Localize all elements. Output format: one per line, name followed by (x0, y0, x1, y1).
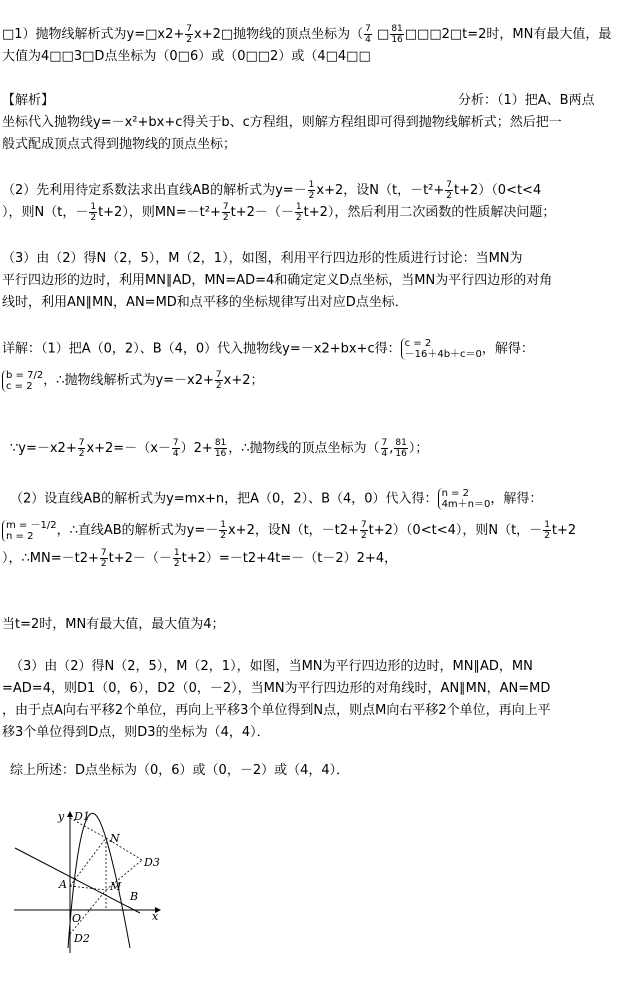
solution-max: 当t=2时，MN有最大值，最大值为4； (2, 617, 225, 632)
fraction: $\frac{1}{2}$ (295, 202, 302, 223)
fraction: $\frac{81}{16}$ (214, 438, 227, 459)
fraction: $\frac{1}{2}$ (220, 520, 226, 541)
analysis-block: 【解析】 分析：（1）把A、B两点 坐标代入抛物线y=－x²+bx+c得关于b、c方程组，则解方程组即可得到抛物线解析式；然后把一 般式配成顶点式得到抛物线的顶点坐标； (2, 90, 626, 156)
fraction: $\frac{7}{2}$ (222, 202, 229, 223)
analysis-p2: （2）先利用待定系数法求出直线AB的解析式为y=－ $\frac{1}{2}$ x+2，设N（t，－t²+ $\frac{7}{2}$ t+2）（0<t<4 ），则N（t，－ $\frac{1}{2}$ t+2），则MN=－t²+ $\frac{7}{2}$ t+2－（－ $\frac{1}{2}$ t+2），然后利用二次函数的性质解决问题； (2, 180, 556, 223)
fraction: $\frac{1}{2}$ (308, 180, 315, 201)
analysis-tag: 【解析】 (2, 93, 55, 108)
fraction: $\frac{7}{2}$ (446, 180, 453, 201)
fraction: $\frac{7}{4}$ (172, 438, 179, 459)
fraction: $\frac{7}{4}$ (381, 438, 388, 459)
label-n: N (110, 832, 120, 845)
analysis-p1c: 般式配成顶点式得到抛物线的顶点坐标； (2, 137, 237, 152)
summary: 综上所述：D点坐标为（0，6）或（0，－2）或（4，4）． (10, 763, 350, 778)
label-m: M (110, 880, 122, 893)
fraction: $\frac{1}{2}$ (173, 548, 180, 569)
analysis-p1b: 坐标代入抛物线y=－x²+bx+c得关于b、c方程组，则解方程组即可得到抛物线解析式；然后把一 (2, 115, 562, 130)
fraction: $\frac{7}{4}$ (365, 24, 371, 45)
fraction: $\frac{7}{2}$ (100, 548, 107, 569)
label-x: x (152, 910, 159, 923)
answer-line-1: □1）抛物线解析式为y=□x2+ $\frac{7}{2}$ x+2□抛物线的顶点坐标为（ $\frac{7}{4}$ □ $\frac{81}{16}$ □□□2□t=2时，MN有最大值，最 (2, 24, 612, 45)
fraction: $\frac{7}{2}$ (186, 24, 193, 45)
equation-system: m = －1/2 n = 2 (2, 520, 57, 542)
solution-part3: （3）由（2）得N（2，5），M（2，1），如图，当MN为平行四边形的边时，MN∥AD，MN =AD=4，则D1（0，6），D2（0，－2），当MN为平行四边形的对角线时，AN∥MN，AN=MD ，由于点A向右平移2个单位，再向上平移3个单位得到N点，则点M向右平移2个单位，再向上平 移3个单位得到D点，则D3的坐标为（4，4）． (2, 659, 551, 740)
fraction: $\frac{7}{2}$ (215, 370, 222, 391)
label-d1: D1 (74, 810, 90, 823)
fraction: $\frac{1}{2}$ (90, 202, 97, 223)
solution-vertex: ∵y=－x2+ $\frac{7}{2}$ x+2=－（x－ $\frac{7}{4}$ ）2+ $\frac{81}{16}$ ，∴抛物线的顶点坐标为（ $\frac{7}{4}$ , $\frac{81}{16}$ ）； (10, 438, 429, 459)
fraction: $\frac{81}{16}$ (391, 24, 403, 45)
equation-system: b = 7/2 c = 2 (2, 370, 43, 392)
label-d3: D3 (144, 856, 160, 869)
geometry-figure (10, 808, 170, 958)
label-y: y (58, 810, 65, 823)
solution-part1: 详解：（1）把A（0，2）、B（4，0）代入抛物线y=－x2+bx+c得： c = 2 －16＋4b＋c＝0 ，解得： b = 7/2 c = 2 ，∴抛物线解析式为y=－x2+ $\frac{7}{2}$ x+2； (2, 338, 534, 392)
label-d2: D2 (74, 932, 90, 945)
analysis-p3: （3）由（2）得N（2，5），M（2，1），如图，利用平行四边形的性质进行讨论：当MN为 平行四边形的边时，利用MN∥AD，MN=AD=4和确定定义D点坐标，当MN为平行四边形的对角 线时，利用AN∥MN，AN=MD和点平移的坐标规律写出对应D点坐标． (2, 251, 553, 310)
equation-system: c = 2 －16＋4b＋c＝0 (401, 338, 482, 360)
fraction: $\frac{7}{2}$ (78, 438, 85, 459)
fraction: $\frac{7}{2}$ (360, 520, 367, 541)
equation-system: n = 2 4m＋n＝0 (438, 488, 491, 510)
solution-part2: （2）设直线AB的解析式为y=mx+n，把A（0，2）、B（4，0）代入得： n = 2 4m＋n＝0 ，解得： m = －1/2 n = 2 ，∴直线AB的解析式为y=－ $\frac{1}{2}$ x+2，设N（t，－t2+ $\frac{7}{2}$ t+2）（0<t<4），则N（t，－ $\frac{1}{2}$ t+2 ），∴MN=－t2+ $\frac{7}{2}$ t+2－（－ $\frac{1}{2}$ t+2）=－t2+4t=－（t－2）2+4， (2, 488, 577, 569)
label-b: B (130, 890, 139, 903)
fraction: $\frac{81}{16}$ (395, 438, 407, 459)
analysis-label: 分析： (458, 93, 498, 108)
answer-line-2: 大值为4□□3□D点坐标为（0□6）或（0□□2）或（4□4□□ (2, 49, 371, 64)
label-a: A (59, 878, 67, 891)
fraction: $\frac{1}{2}$ (544, 520, 550, 541)
answer-block (2, 24, 626, 68)
label-o: O (72, 912, 82, 925)
